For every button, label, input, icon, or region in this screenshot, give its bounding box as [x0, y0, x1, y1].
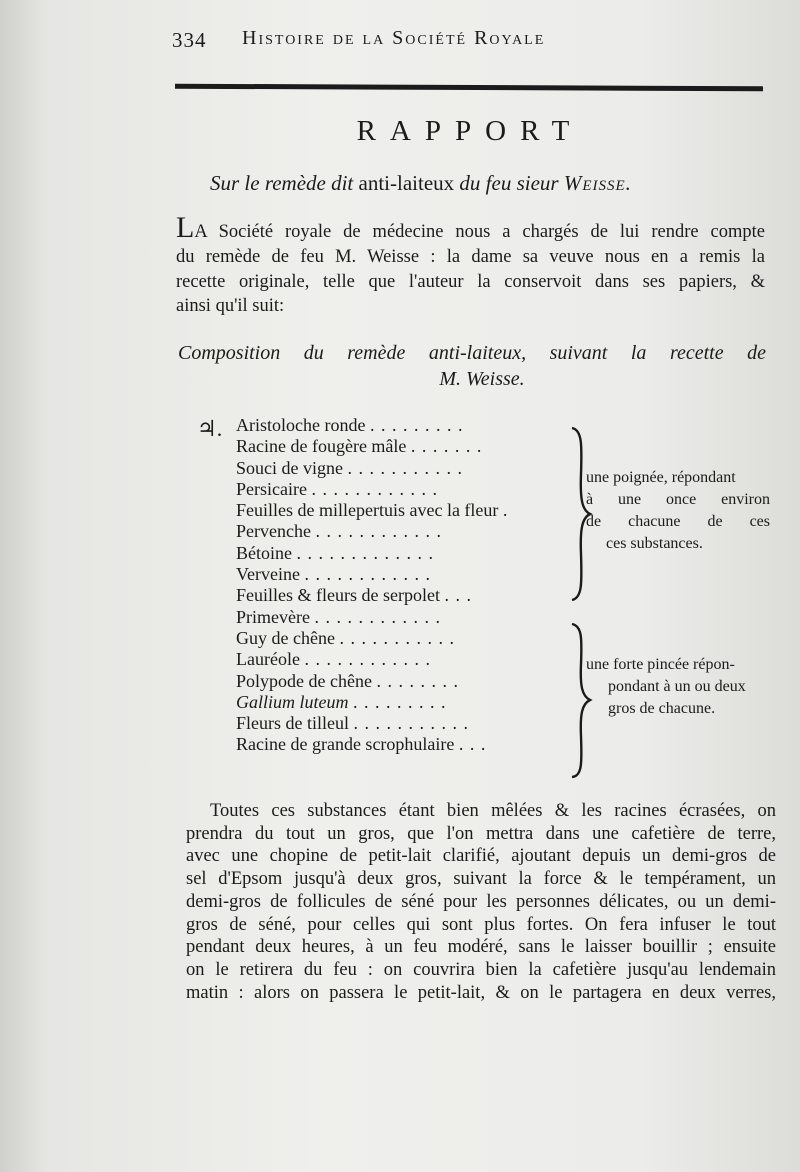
ingredient-name: Guy de chêne: [236, 627, 335, 648]
note-line: à une once environ: [586, 491, 770, 508]
ingredient-row: [236, 479, 596, 500]
closing-line: gros de séné, pour celles qui sont plus fortes. On fera infuser le tout: [186, 914, 776, 935]
ingredient-row: [236, 649, 596, 670]
group-note-1: [586, 467, 770, 555]
closing-line: matin : alors on passera le petit-lait, & on le partagera en deux verres,: [186, 982, 776, 1003]
ingredient-name: Bétoine: [236, 542, 292, 563]
note-line: ces substances.: [606, 535, 703, 552]
ingredient-list: [236, 415, 596, 756]
ingredient-row: [236, 415, 596, 436]
closing-paragraph: [186, 800, 776, 1004]
ingredient-row: [236, 671, 596, 692]
ingredient-row: [236, 734, 596, 755]
leader-dots: . . . . . . . .: [376, 670, 459, 691]
ingredient-row: [236, 436, 596, 457]
intro-line: du remède de feu M. Weisse : la dame sa veuve nous en a remis la: [176, 246, 765, 267]
ingredient-row: [236, 585, 596, 606]
section-subtitle: [210, 171, 632, 196]
header-rule: [175, 84, 763, 92]
subtitle-remedy-name: anti-laiteux: [358, 171, 455, 195]
intro-line: ainsi qu'il suit:: [176, 296, 285, 317]
leader-dots: . . . . . . . . . . . .: [304, 564, 431, 585]
page-number: 334: [172, 28, 207, 52]
ingredient-row: [236, 692, 596, 713]
ingredient-name: Fleurs de tilleul: [236, 713, 349, 734]
leader-dots: . . .: [444, 585, 472, 606]
section-title: RAPPORT: [356, 115, 584, 147]
note-line: une poignée, répondant: [586, 469, 736, 486]
ingredient-name: Gallium luteum: [236, 691, 349, 712]
intro-line: recette originale, telle que l'auteur la conservoit dans ses papiers, &: [176, 271, 765, 292]
leader-dots: . . . . . . . . . . . .: [304, 649, 431, 670]
note-line: une forte pincée répon-: [586, 656, 735, 673]
composition-heading-line2: M. Weisse.: [439, 368, 525, 390]
leader-dots: . . . . . . . . . . . . .: [296, 542, 434, 563]
leader-dots: . . . . . . . . .: [369, 415, 464, 435]
ingredient-name: Persicaire: [236, 478, 307, 499]
intro-line: LA Société royale de médecine nous a chargés de lui rendre compte: [176, 211, 765, 244]
ingredient-row: [236, 607, 596, 628]
ingredient-name: Racine de grande scrophulaire: [236, 734, 455, 755]
leader-dots: . . . . . . . . . . . .: [314, 606, 441, 627]
closing-line: pendant deux heures, à un feu modéré, sans le laisser bouillir ; ensuite: [186, 937, 776, 958]
leader-dots: . . . . . . . . . . . .: [315, 521, 442, 542]
ingredient-row: [236, 564, 596, 585]
ingredient-row: [236, 713, 596, 734]
subtitle-part1: Sur le remède dit: [210, 171, 354, 195]
subtitle-part3: du feu sieur: [459, 171, 559, 195]
closing-line: on le retirera du feu : on couvrira bien la cafetière jusqu'au lendemain: [186, 959, 776, 980]
subtitle-author: Weisse.: [563, 171, 632, 195]
composition-heading-line1: Composition du remède anti-laiteux, suivant la recette de: [178, 342, 766, 364]
leader-dots: . . . . . . . . . . . .: [311, 478, 438, 499]
ingredient-name: Verveine: [236, 564, 300, 585]
leader-dots: .: [502, 500, 509, 521]
ingredient-name: Racine de fougère mâle: [236, 436, 407, 457]
recipe-symbol: ♃.: [197, 416, 223, 441]
leader-dots: . . . . . . . . .: [353, 691, 447, 712]
composition-heading: [178, 340, 766, 392]
ingredient-name: Pervenche: [236, 521, 311, 542]
leader-dots: . . . . . . . . . . .: [339, 627, 455, 648]
ingredient-row: [236, 500, 596, 521]
ingredient-name: Souci de vigne: [236, 457, 343, 478]
ingredient-name: Polypode de chêne: [236, 670, 372, 691]
ingredient-name: Feuilles & fleurs de serpolet: [236, 585, 440, 606]
leader-dots: . . . . . . . . . . .: [353, 713, 469, 734]
ingredient-name: Primevère: [236, 606, 310, 627]
group-note-2: [586, 654, 772, 720]
closing-line: avec une chopine de petit-lait clarifié, ajoutant depuis un demi-gros de: [186, 846, 776, 867]
note-line: pondant à un ou deux: [608, 678, 746, 695]
drop-cap: L: [176, 211, 195, 244]
closing-line: prendra du tout un gros, que l'on mettra dans une cafetière de terre,: [186, 823, 776, 844]
ingredient-row: [236, 628, 596, 649]
ingredient-row: [236, 521, 596, 542]
ingredient-row: [236, 458, 596, 479]
ingredient-name: Lauréole: [236, 649, 300, 670]
leader-dots: . . . . . . .: [410, 436, 483, 457]
intro-paragraph: [176, 211, 765, 319]
note-line: de chacune de ces: [586, 513, 770, 530]
leader-dots: . . .: [458, 734, 487, 755]
running-title: Histoire de la Société Royale: [242, 27, 546, 49]
closing-line: Toutes ces substances étant bien mêlées & les racines écrasées, on: [210, 801, 776, 821]
ingredient-name: Feuilles de millepertuis avec la fleur: [236, 500, 499, 521]
closing-line: sel d'Epsom jusqu'à deux gros, suivant la force & le tempérament, un: [186, 869, 776, 890]
leader-dots: . . . . . . . . . . .: [347, 457, 463, 478]
closing-line: demi-gros de follicules de séné pour les personnes délicates, ou un demi-: [186, 891, 776, 912]
note-line: gros de chacune.: [608, 700, 716, 717]
ingredient-row: [236, 543, 596, 564]
ingredient-name: Aristoloche ronde: [236, 415, 366, 435]
